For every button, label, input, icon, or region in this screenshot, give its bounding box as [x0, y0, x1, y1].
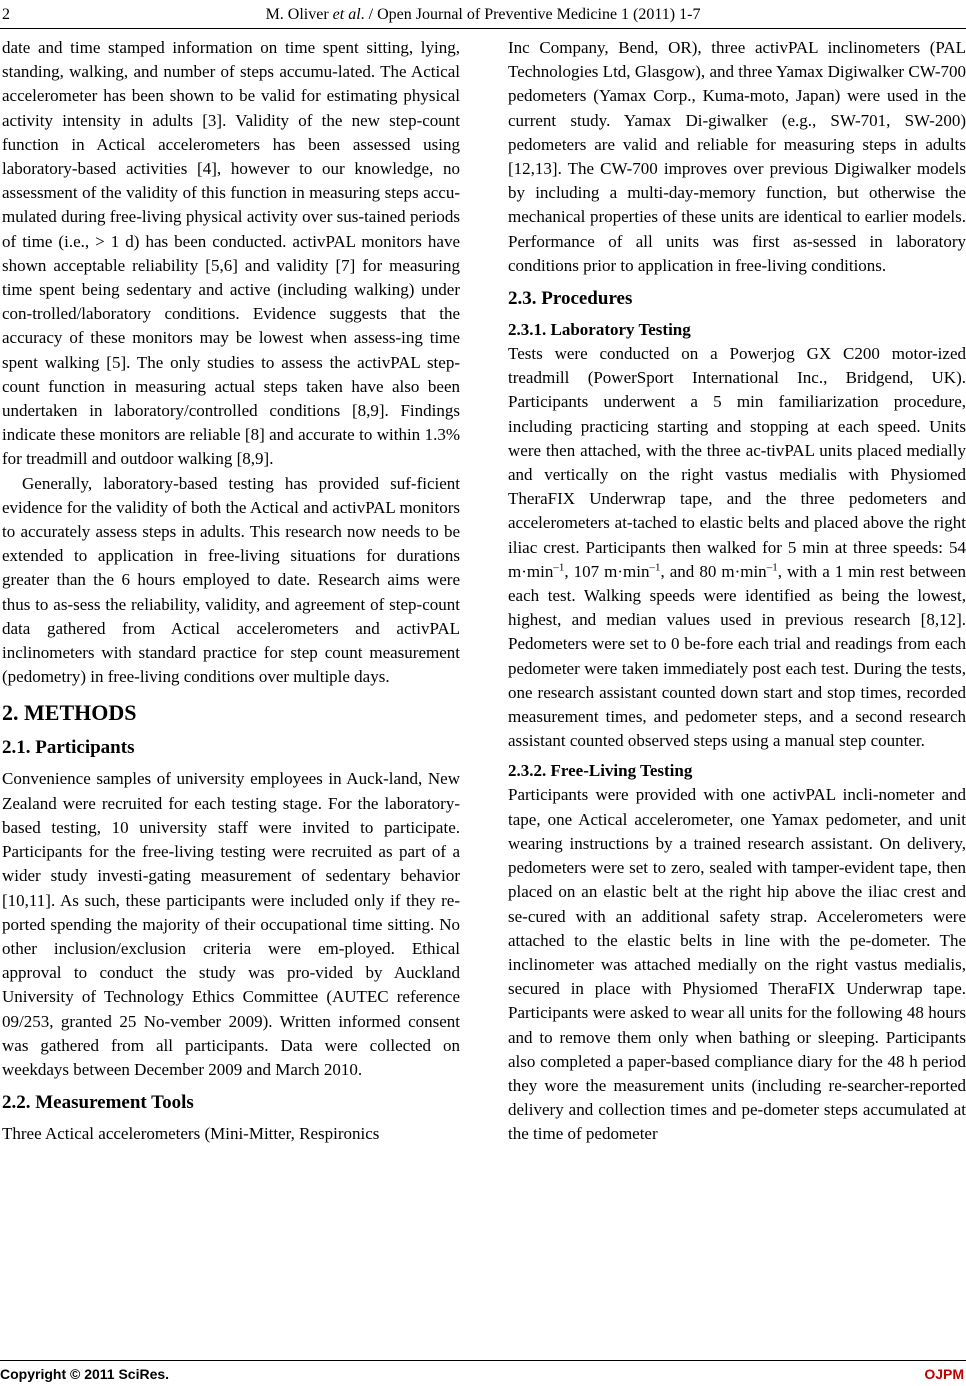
subsubsection-heading-free-living: 2.3.2. Free-Living Testing: [508, 761, 693, 781]
superscript-1: –1: [553, 561, 565, 574]
paragraph-intro-continued: date and time stamped information on time spent sitting, lying, standing, walking, and number of steps accumu-lated. The Actical accelerometer has been shown to be valid for estimating physical activity intensity in adults [3]. Validity of the new step-count function in Actical accelerometers has been assessed using laboratory-based activities [4], however to our knowledge, no assessment of the validity of this function in measuring steps accu-mulated during free-living physical activity over sus-tained periods of time (i.e., > 1 d) has been conducted. activPAL monitors have shown acceptable reliability [5,6] and validity [7] for measuring time spent being sedentary and active (including walking) under con-trolled/laboratory conditions. Evidence suggests that the accuracy of these monitors may be lowest when assess-ing time spent walking [5]. The only studies to assess the activPAL step-count function in measuring actual steps taken have also been undertaken in laboratory/controlled conditions [8,9]. Findings indicate these monitors are reliable [8] and accurate to within 1.3% for treadmill and outdoor walking [8,9].: [2, 38, 460, 469]
page-number: 2: [2, 6, 10, 23]
paragraph-tools-continued: Inc Company, Bend, OR), three activPAL inclinometers (PAL Technologies Ltd, Glasgow), and three Yamax Digiwalker CW-700 pedometers (Yamax Corp., Kuma-moto, Japan) were used in the current study. Yamax Di-giwalker (e.g., SW-701, SW-200) pedometers are valid and reliable for measuring steps in adults [12,13]. The CW-700 improves over previous Digiwalker models by including a multi-day-memory function, but otherwise the mechanical properties of these units are identical to earlier models. Performance of all units was first as-sessed in laboratory conditions prior to application in free-living conditions.: [508, 38, 966, 275]
paragraph-free-living-testing: Participants were provided with one activPAL incli-nometer and tape, one Actical accelerometer, one Yamax pedometer, and unit wearing instructions by a trained research assistant. On delivery, pedometers were set to zero, sealed with tamper-evident tape, then placed on an elastic belt at the right hip above the iliac crest and se-cured with an additional safety strap. Accelerometers were attached to the elastic belts in line with the pe-dometer. The inclinometer was attached medially on the right vastus medialis, secured in place with Physiomed TheraFIX Underwrap tape. Participants were asked to wear all units for the following 48 hours and to remove them only when bathing or sleeping. Participants also completed a paper-based compliance diary for the 48 h period they wore the measurement units (including re-searcher-reported delivery and collection times and pe-dometer steps accumulated at the time of pedometer: [508, 785, 966, 1144]
lab-text-part-1: Tests were conducted on a Powerjog GX C200 motor-ized treadmill (PowerSport International Inc., Bridgend, UK). Participants underwent a 5 min familiarization procedure, including practicing starting and stopping at each speed. Units were then attached, with the three ac-tivPAL units placed medially and vertically on the right vastus medialis with Physiomed TheraFIX Underwrap tape, and the three pedometers and accelerometers at-tached to elastic belts and placed above the right iliac crest. Participants then walked for 5 min at three speeds: 54 m·min: [508, 344, 966, 581]
header-rule: [0, 28, 966, 29]
lab-text-part-3: , and 80 m·min: [660, 561, 767, 581]
subsubsection-heading-laboratory: 2.3.1. Laboratory Testing: [508, 320, 691, 340]
paragraph-aims: Generally, laboratory-based testing has provided suf-ficient evidence for the validity of both the Actical and activPAL monitors to accurately assess steps in adults. This research now needs to be extended to application in free-living situations for durations greater than the 6 hours employed to date. Research aims were thus to as-sess the reliability, validity, and agreement of step-count data gathered from Actical accelerometers and activPAL inclinometers with standard practice for step count measurement (pedometry) in free-living conditions over multiple days.: [2, 473, 460, 687]
running-title-journal: . / Open Journal of Preventive Medicine 1 (2011) 1-7: [360, 6, 701, 23]
lab-text-part-2: , 107 m·min: [564, 561, 650, 581]
paragraph-measurement-tools: Three Actical accelerometers (Mini-Mitter, Respironics: [2, 1124, 380, 1144]
running-title-author: M. Oliver: [265, 6, 333, 23]
paragraph-participants: Convenience samples of university employees in Auck-land, New Zealand were recruited for each testing stage. For the laboratory-based testing, 10 university staff were invited to participate. Participants for the free-living testing were recruited as part of a wider study investi-gating measurement of sedentary behavior [10,11]. As such, these participants were included only if they re-ported spending the majority of their occupational time sitting. No other inclusion/exclusion criteria were em-ployed. Ethical approval to conduct the study was pro-vided by Auckland University of Technology Ethics Committee (AUTEC reference 09/253, granted 25 No-vember 2009). Written informed consent was gathered from all participants. Data were collected on weekdays between December 2009 and March 2010.: [2, 769, 460, 1079]
superscript-3: –1: [766, 561, 778, 574]
subsection-heading-measurement-tools: 2.2. Measurement Tools: [2, 1092, 194, 1114]
page-footer: [0, 1366, 966, 1386]
subsection-heading-participants: 2.1. Participants: [2, 737, 135, 759]
running-title-etal: et al: [332, 6, 361, 23]
paragraph-laboratory-testing: [508, 342, 966, 753]
journal-abbreviation: OJPM: [924, 1366, 964, 1382]
copyright-notice: Copyright © 2011 SciRes.: [0, 1366, 170, 1382]
superscript-2: –1: [649, 561, 661, 574]
footer-rule: [0, 1360, 966, 1361]
lab-text-part-4: , with a 1 min rest between each test. Walking speeds were identified as being the lowest, highest, and median values used in previous research [8,12]. Pedometers were set to 0 be-fore each trial and readings from each pedometer were taken immediately post each test. During the tests, one research assistant counted down start and stop times, recorded measurement times, and pedometer steps, and a second research assistant counted observed steps using a manual step counter.: [508, 561, 966, 751]
page-header: [0, 6, 966, 28]
running-title: [0, 6, 966, 24]
section-heading-methods: 2. METHODS: [2, 700, 137, 726]
right-column: [508, 36, 966, 1147]
subsection-heading-procedures: 2.3. Procedures: [508, 288, 633, 310]
left-column: [2, 36, 460, 1146]
